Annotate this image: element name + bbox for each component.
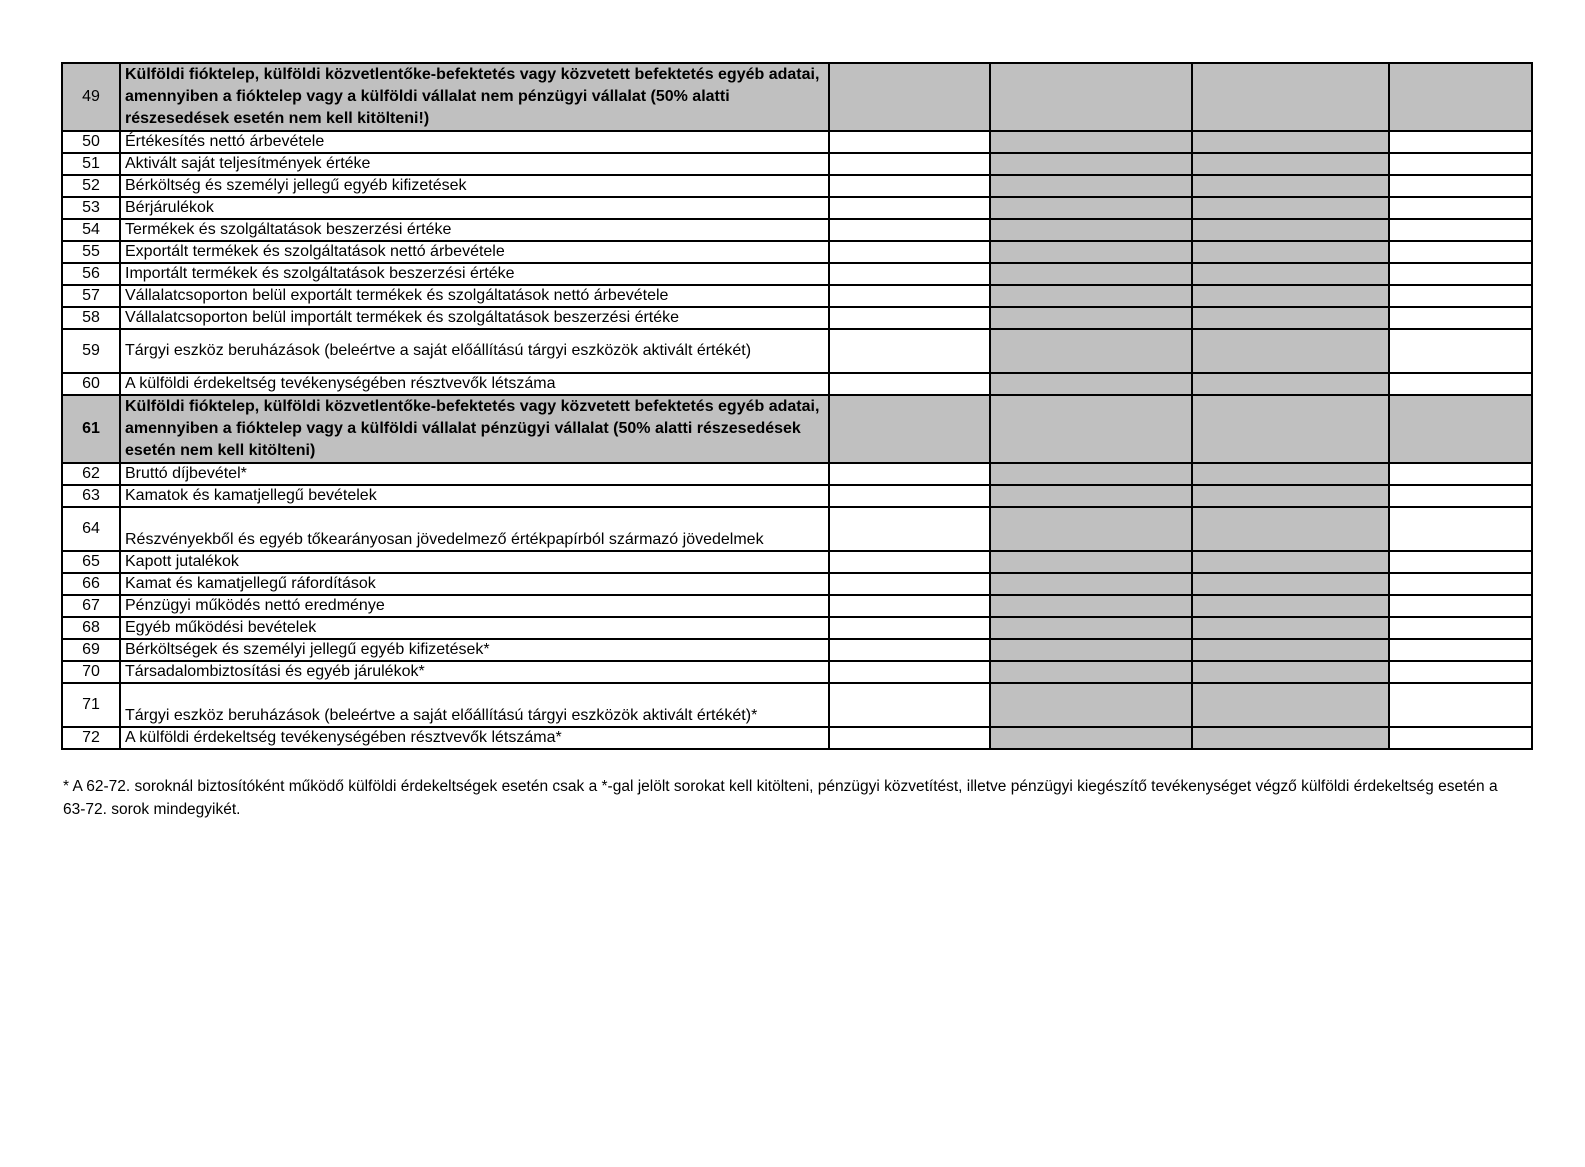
table-row xyxy=(62,551,1532,573)
row-label: Külföldi fióktelep, külföldi közvetlentőke-befektetés vagy közvetett befektetés egyéb adatai, amennyiben a fióktelep vagy a külföldi vállalat pénzügyi vállalat (50% alatti részesedések esetén nem kell kitölteni) xyxy=(120,395,829,463)
row-number: 69 xyxy=(62,639,120,661)
row-label: Bérköltségek és személyi jellegű egyéb kifizetések* xyxy=(120,639,829,661)
value-cell-col2[interactable] xyxy=(990,307,1192,329)
value-cell-col3[interactable] xyxy=(1192,197,1389,219)
row-label: Pénzügyi működés nettó eredménye xyxy=(120,595,829,617)
row-label: Vállalatcsoporton belül importált termékek és szolgáltatások beszerzési értéke xyxy=(120,307,829,329)
value-cell-col2[interactable] xyxy=(990,175,1192,197)
value-cell-col4[interactable] xyxy=(1389,373,1532,395)
value-cell-col4[interactable] xyxy=(1389,507,1532,551)
row-number: 59 xyxy=(62,329,120,373)
table-row xyxy=(62,63,1532,131)
row-number: 49 xyxy=(62,63,120,131)
data-table xyxy=(61,62,1533,750)
row-number: 61 xyxy=(62,395,120,463)
value-cell-col1[interactable] xyxy=(829,551,990,573)
value-cell-col3[interactable] xyxy=(1192,595,1389,617)
value-cell-col2[interactable] xyxy=(990,153,1192,175)
row-label: Bérköltség és személyi jellegű egyéb kifizetések xyxy=(120,175,829,197)
table-body xyxy=(62,63,1532,749)
row-number: 66 xyxy=(62,573,120,595)
value-cell-col1[interactable] xyxy=(829,153,990,175)
table-row xyxy=(62,661,1532,683)
table-row xyxy=(62,153,1532,175)
value-cell-col3[interactable] xyxy=(1192,551,1389,573)
value-cell-col2[interactable] xyxy=(990,395,1192,463)
value-cell-col2[interactable] xyxy=(990,373,1192,395)
table-row xyxy=(62,285,1532,307)
row-number: 58 xyxy=(62,307,120,329)
value-cell-col3[interactable] xyxy=(1192,507,1389,551)
value-cell-col2[interactable] xyxy=(990,639,1192,661)
value-cell-col1[interactable] xyxy=(829,595,990,617)
value-cell-col4[interactable] xyxy=(1389,307,1532,329)
value-cell-col3[interactable] xyxy=(1192,639,1389,661)
value-cell-col2[interactable] xyxy=(990,241,1192,263)
value-cell-col3[interactable] xyxy=(1192,727,1389,749)
value-cell-col4[interactable] xyxy=(1389,131,1532,153)
value-cell-col4[interactable] xyxy=(1389,639,1532,661)
value-cell-col3[interactable] xyxy=(1192,63,1389,131)
row-number: 65 xyxy=(62,551,120,573)
value-cell-col3[interactable] xyxy=(1192,219,1389,241)
value-cell-col3[interactable] xyxy=(1192,285,1389,307)
row-number: 67 xyxy=(62,595,120,617)
value-cell-col1[interactable] xyxy=(829,329,990,373)
row-number: 63 xyxy=(62,485,120,507)
value-cell-col1[interactable] xyxy=(829,683,990,727)
value-cell-col1[interactable] xyxy=(829,639,990,661)
value-cell-col3[interactable] xyxy=(1192,617,1389,639)
value-cell-col1[interactable] xyxy=(829,617,990,639)
value-cell-col4[interactable] xyxy=(1389,573,1532,595)
row-label: Részvényekből és egyéb tőkearányosan jövedelmező értékpapírból származó jövedelmek xyxy=(120,507,829,551)
row-number: 68 xyxy=(62,617,120,639)
value-cell-col2[interactable] xyxy=(990,683,1192,727)
value-cell-col1[interactable] xyxy=(829,197,990,219)
value-cell-col4[interactable] xyxy=(1389,263,1532,285)
row-label: Kamat és kamatjellegű ráfordítások xyxy=(120,573,829,595)
value-cell-col2[interactable] xyxy=(990,219,1192,241)
value-cell-col3[interactable] xyxy=(1192,131,1389,153)
value-cell-col3[interactable] xyxy=(1192,463,1389,485)
value-cell-col1[interactable] xyxy=(829,373,990,395)
value-cell-col2[interactable] xyxy=(990,63,1192,131)
value-cell-col1[interactable] xyxy=(829,307,990,329)
value-cell-col3[interactable] xyxy=(1192,263,1389,285)
row-label: A külföldi érdekeltség tevékenységében résztvevők létszáma xyxy=(120,373,829,395)
table-row xyxy=(62,639,1532,661)
row-label: Importált termékek és szolgáltatások beszerzési értéke xyxy=(120,263,829,285)
value-cell-col3[interactable] xyxy=(1192,373,1389,395)
value-cell-col4[interactable] xyxy=(1389,219,1532,241)
value-cell-col2[interactable] xyxy=(990,463,1192,485)
value-cell-col2[interactable] xyxy=(990,131,1192,153)
row-number: 71 xyxy=(62,683,120,727)
value-cell-col4[interactable] xyxy=(1389,727,1532,749)
row-label: Bruttó díjbevétel* xyxy=(120,463,829,485)
value-cell-col4[interactable] xyxy=(1389,175,1532,197)
row-label: Kamatok és kamatjellegű bevételek xyxy=(120,485,829,507)
value-cell-col1[interactable] xyxy=(829,573,990,595)
value-cell-col2[interactable] xyxy=(990,485,1192,507)
value-cell-col4[interactable] xyxy=(1389,63,1532,131)
value-cell-col3[interactable] xyxy=(1192,329,1389,373)
table-row xyxy=(62,131,1532,153)
value-cell-col1[interactable] xyxy=(829,661,990,683)
value-cell-col1[interactable] xyxy=(829,241,990,263)
table-row xyxy=(62,463,1532,485)
row-label: Exportált termékek és szolgáltatások nettó árbevétele xyxy=(120,241,829,263)
table-row xyxy=(62,395,1532,463)
row-label: Egyéb működési bevételek xyxy=(120,617,829,639)
row-number: 52 xyxy=(62,175,120,197)
table-row xyxy=(62,485,1532,507)
value-cell-col4[interactable] xyxy=(1389,329,1532,373)
value-cell-col1[interactable] xyxy=(829,395,990,463)
value-cell-col2[interactable] xyxy=(990,595,1192,617)
value-cell-col1[interactable] xyxy=(829,285,990,307)
footnote: * A 62-72. soroknál biztosítóként működő külföldi érdekeltségek esetén csak a *-gal jelölt sorokat kell kitölteni, pénzügyi közvetítést, illetve pénzügyi kiegészítő tevékenységet végző külföldi érdekeltség esetén a 63-72. sorok mindegyikét. xyxy=(63,778,1498,818)
table-row xyxy=(62,373,1532,395)
value-cell-col4[interactable] xyxy=(1389,617,1532,639)
value-cell-col3[interactable] xyxy=(1192,683,1389,727)
value-cell-col4[interactable] xyxy=(1389,395,1532,463)
row-label: Társadalombiztosítási és egyéb járulékok* xyxy=(120,661,829,683)
value-cell-col4[interactable] xyxy=(1389,285,1532,307)
value-cell-col4[interactable] xyxy=(1389,661,1532,683)
table-row xyxy=(62,197,1532,219)
row-number: 53 xyxy=(62,197,120,219)
value-cell-col3[interactable] xyxy=(1192,573,1389,595)
value-cell-col2[interactable] xyxy=(990,617,1192,639)
value-cell-col4[interactable] xyxy=(1389,595,1532,617)
table-row xyxy=(62,573,1532,595)
row-label: Külföldi fióktelep, külföldi közvetlentőke-befektetés vagy közvetett befektetés egyéb adatai, amennyiben a fióktelep vagy a külföldi vállalat nem pénzügyi vállalat (50% alatti részesedések esetén nem kell kitölteni!) xyxy=(120,63,829,131)
value-cell-col4[interactable] xyxy=(1389,683,1532,727)
value-cell-col2[interactable] xyxy=(990,661,1192,683)
value-cell-col4[interactable] xyxy=(1389,551,1532,573)
row-label: Bérjárulékok xyxy=(120,197,829,219)
value-cell-col2[interactable] xyxy=(990,551,1192,573)
value-cell-col1[interactable] xyxy=(829,63,990,131)
table-row xyxy=(62,307,1532,329)
table-row xyxy=(62,617,1532,639)
value-cell-col1[interactable] xyxy=(829,727,990,749)
row-label: Tárgyi eszköz beruházások (beleértve a saját előállítású tárgyi eszközök aktivált értékét) xyxy=(120,329,829,373)
table-row xyxy=(62,727,1532,749)
value-cell-col1[interactable] xyxy=(829,263,990,285)
value-cell-col3[interactable] xyxy=(1192,307,1389,329)
row-number: 60 xyxy=(62,373,120,395)
table-row xyxy=(62,683,1532,727)
row-number: 56 xyxy=(62,263,120,285)
table-row xyxy=(62,175,1532,197)
value-cell-col1[interactable] xyxy=(829,485,990,507)
row-number: 62 xyxy=(62,463,120,485)
value-cell-col2[interactable] xyxy=(990,285,1192,307)
value-cell-col2[interactable] xyxy=(990,573,1192,595)
table-row xyxy=(62,219,1532,241)
value-cell-col1[interactable] xyxy=(829,175,990,197)
row-label: A külföldi érdekeltség tevékenységében résztvevők létszáma* xyxy=(120,727,829,749)
table-row xyxy=(62,263,1532,285)
row-label: Aktivált saját teljesítmények értéke xyxy=(120,153,829,175)
table-row xyxy=(62,507,1532,551)
value-cell-col2[interactable] xyxy=(990,263,1192,285)
value-cell-col4[interactable] xyxy=(1389,485,1532,507)
table-row xyxy=(62,241,1532,263)
row-number: 57 xyxy=(62,285,120,307)
value-cell-col4[interactable] xyxy=(1389,153,1532,175)
row-number: 51 xyxy=(62,153,120,175)
value-cell-col1[interactable] xyxy=(829,463,990,485)
row-number: 55 xyxy=(62,241,120,263)
value-cell-col3[interactable] xyxy=(1192,241,1389,263)
row-number: 50 xyxy=(62,131,120,153)
value-cell-col3[interactable] xyxy=(1192,395,1389,463)
row-label: Értékesítés nettó árbevétele xyxy=(120,131,829,153)
value-cell-col3[interactable] xyxy=(1192,153,1389,175)
table-row xyxy=(62,329,1532,373)
value-cell-col2[interactable] xyxy=(990,727,1192,749)
value-cell-col1[interactable] xyxy=(829,507,990,551)
value-cell-col3[interactable] xyxy=(1192,175,1389,197)
value-cell-col1[interactable] xyxy=(829,131,990,153)
value-cell-col4[interactable] xyxy=(1389,463,1532,485)
row-number: 64 xyxy=(62,507,120,551)
row-label: Tárgyi eszköz beruházások (beleértve a saját előállítású tárgyi eszközök aktivált értékét)* xyxy=(120,683,829,727)
value-cell-col4[interactable] xyxy=(1389,241,1532,263)
row-label: Vállalatcsoporton belül exportált termékek és szolgáltatások nettó árbevétele xyxy=(120,285,829,307)
table-row xyxy=(62,595,1532,617)
value-cell-col2[interactable] xyxy=(990,329,1192,373)
value-cell-col2[interactable] xyxy=(990,507,1192,551)
value-cell-col3[interactable] xyxy=(1192,485,1389,507)
row-label: Kapott jutalékok xyxy=(120,551,829,573)
row-number: 70 xyxy=(62,661,120,683)
value-cell-col4[interactable] xyxy=(1389,197,1532,219)
value-cell-col1[interactable] xyxy=(829,219,990,241)
value-cell-col3[interactable] xyxy=(1192,661,1389,683)
row-number: 72 xyxy=(62,727,120,749)
value-cell-col2[interactable] xyxy=(990,197,1192,219)
row-number: 54 xyxy=(62,219,120,241)
row-label: Termékek és szolgáltatások beszerzési értéke xyxy=(120,219,829,241)
